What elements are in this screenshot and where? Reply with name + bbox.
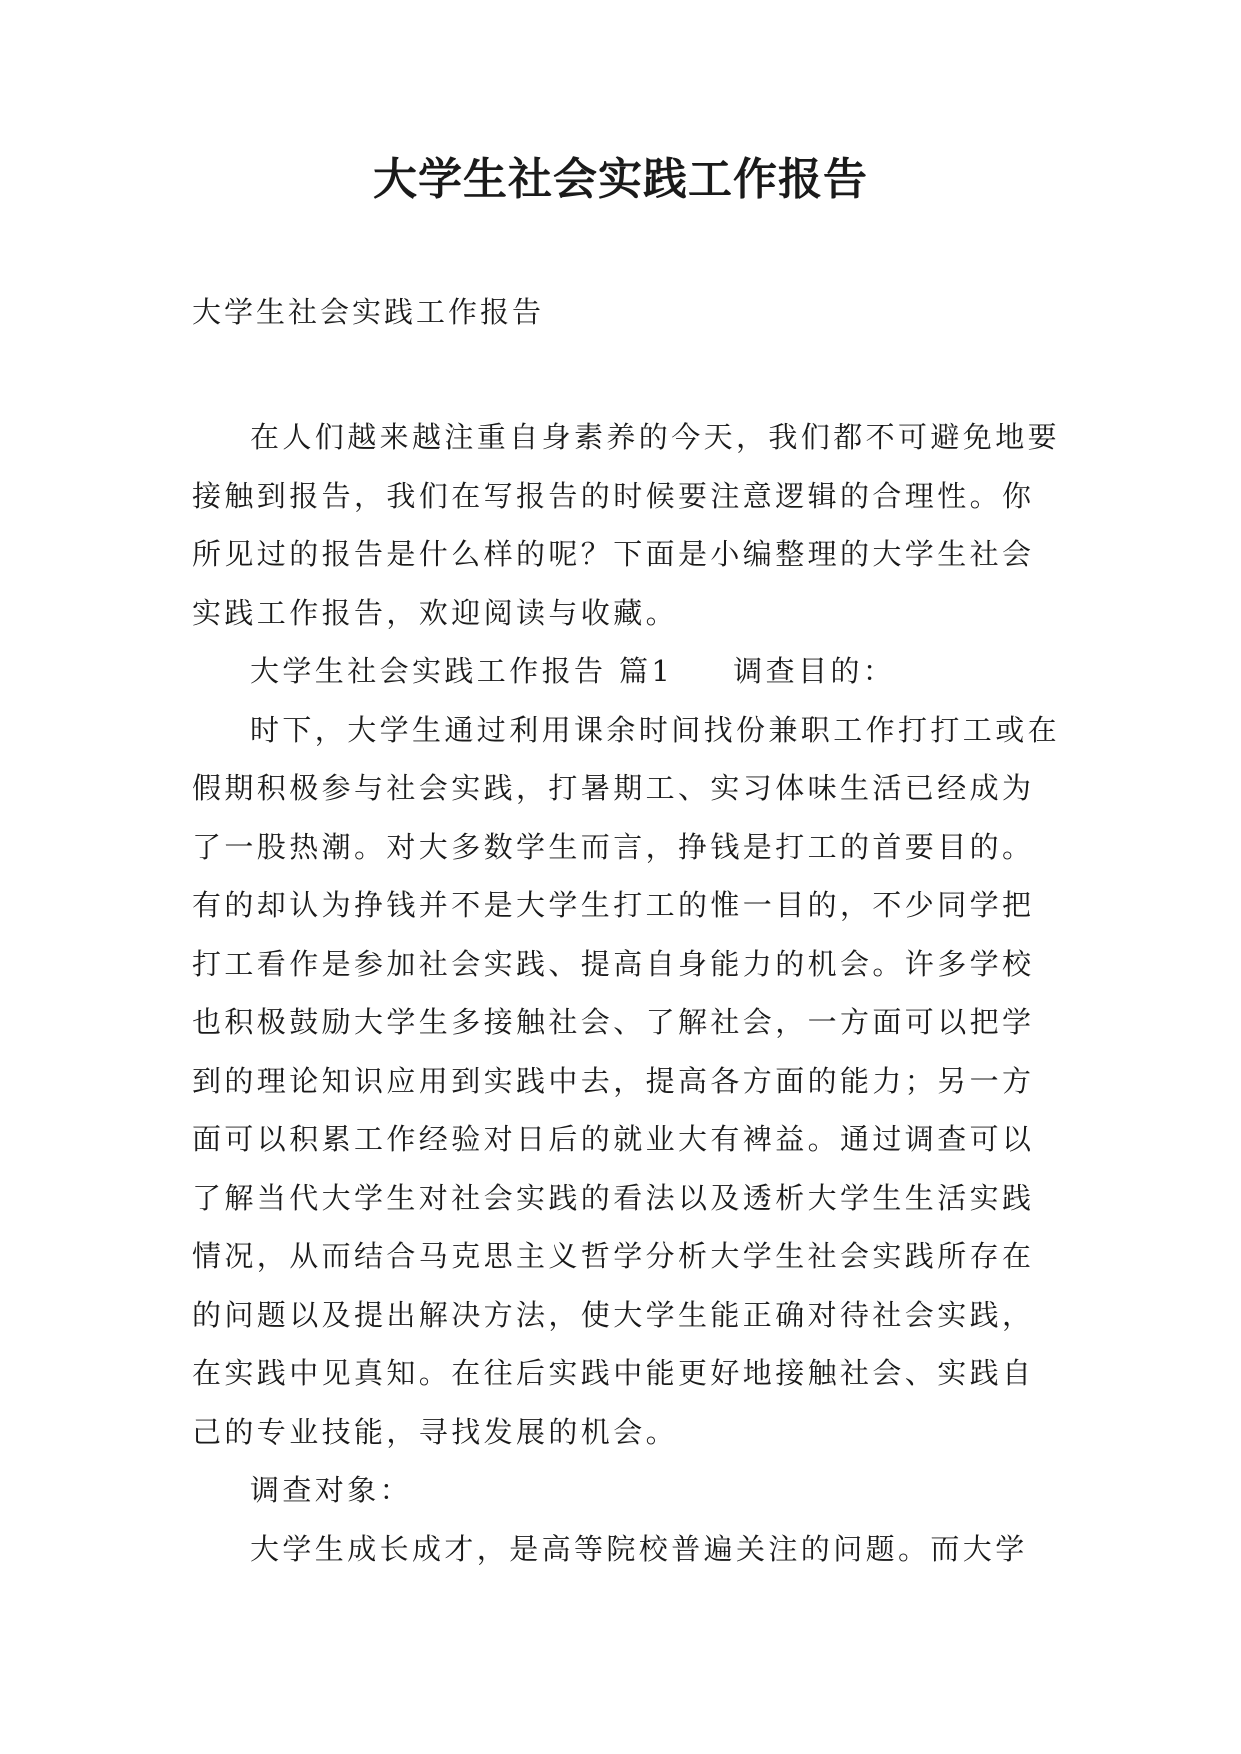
chapter-heading-line	[192, 642, 1062, 701]
purpose-paragraph: 时下，大学生通过利用课余时间找份兼职工作打打工或在假期积极参与社会实践，打暑期工、实习体味生活已经成为了一股热潮。对大多数学生而言，挣钱是打工的首要目的。有的却认为挣钱并不是大学生打工的惟一目的，不少同学把打工看作是参加社会实践、提高自身能力的机会。许多学校也积极鼓励大学生多接触社会、了解社会，一方面可以把学到的理论知识应用到实践中去，提高各方面的能力；另一方面可以积累工作经验对日后的就业大有裨益。通过调查可以了解当代大学生对社会实践的看法以及透析大学生生活实践情况，从而结合马克思主义哲学分析大学生社会实践所存在的问题以及提出解决方法，使大学生能正确对待社会实践，在实践中见真知。在往后实践中能更好地接触社会、实践自己的专业技能，寻找发展的机会。	[192, 712, 1061, 1449]
object-paragraph: 大学生成长成才，是高等院校普遍关注的问题。而大学	[250, 1531, 1028, 1566]
document-body	[192, 408, 1062, 1578]
document-title: 大学生社会实践工作报告	[373, 154, 868, 205]
object-label: 调查对象：	[250, 1473, 413, 1507]
chapter-heading: 大学生社会实践工作报告 篇1	[250, 654, 674, 688]
intro-paragraph: 在人们越来越注重自身素养的今天，我们都不可避免地要接触到报告，我们在写报告的时候要注意逻辑的合理性。你所见过的报告是什么样的呢？下面是小编整理的大学生社会实践工作报告，欢迎阅读与收藏。	[192, 420, 1061, 630]
document-subtitle: 大学生社会实践工作报告	[192, 295, 545, 329]
purpose-label: 调查目的：	[733, 654, 896, 688]
